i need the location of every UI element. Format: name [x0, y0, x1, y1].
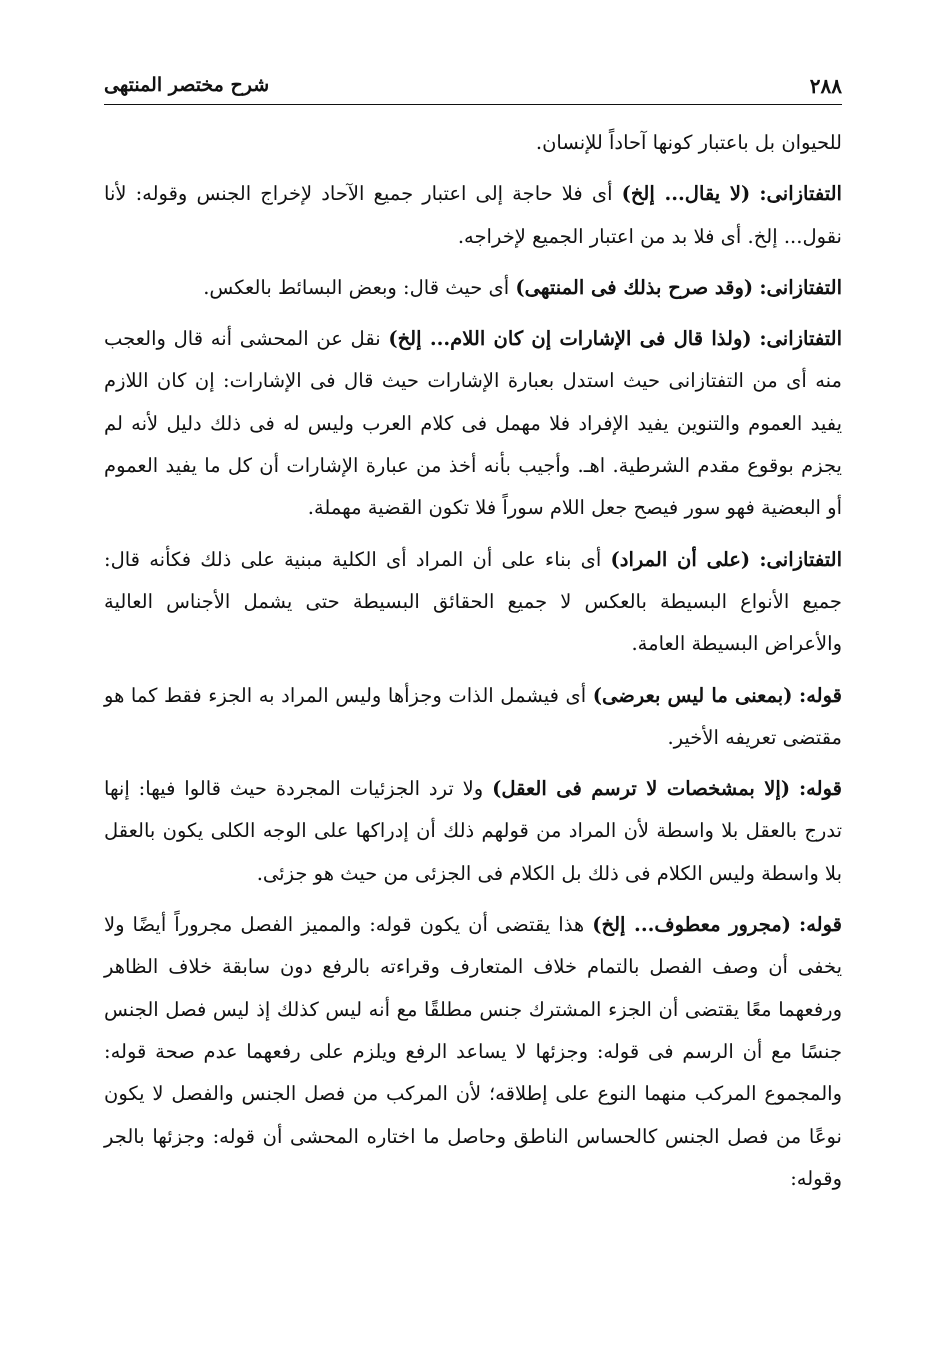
paragraph-text: أى حيث قال: وبعض البسائط بالعكس. [203, 275, 510, 299]
quoted-phrase: (إلا بمشخصات لا ترسم فى العقل) [492, 777, 791, 801]
paragraph [104, 318, 842, 529]
paragraph-lead: التفتازانى: [759, 275, 842, 299]
quoted-phrase: (مجرور معطوف... إلخ) [592, 913, 791, 937]
paragraph-text: أى فيشمل الذات وجزأها وليس المراد به الجزء فقط كما هو مقتضى تعريفه الأخير. [104, 683, 842, 749]
paragraph [104, 122, 842, 164]
paragraph-text: ولا ترد الجزئيات المجردة حيث قالوا فيها: إنها تدرج بالعقل بلا واسطة لأن المراد من قولهم ذلك أن إدراكها على الوجه الكلى يكون بالعقل بلا واسطة وليس الكلام فى ذلك بل الكلام فى الجزئى من حيث هو جزئى. [104, 777, 842, 885]
paragraph [104, 768, 842, 895]
paragraph-text: للحيوان بل باعتبار كونها آحاداً للإنسان. [535, 131, 842, 154]
paragraph-lead: التفتازانى: [759, 182, 842, 206]
paragraph [104, 267, 842, 309]
paragraph-lead: قوله: [798, 777, 842, 801]
paragraph [104, 173, 842, 258]
quoted-phrase: (ولذا قال فى الإشارات إن كان اللام... إلخ) [388, 327, 752, 351]
header-rule [104, 104, 842, 105]
running-title: شرح مختصر المنتهى [104, 74, 270, 96]
paragraph-text: هذا يقتضى أن يكون قوله: والمميز الفصل مجروراً أيضًا ولا يخفى أن وصف الفصل بالتمام خلاف المتعارف وقراءته بالرفع دون سابقة خلاف الظاهر ورفعهما معًا يقتضى أن الجزء المشترك جنس مطلقًا مع أنه ليس كذلك إذ ليس فصل الجنس جنسًا مع أن الرسم فى قوله: وجزئها لا يساعد الرفع ويلزم على رفعهما عدم صحة قوله: والمجموع المركب منهما النوع على إطلاقه؛ لأن المركب من فصل الجنس والفصل لا يكون نوعًا من فصل الجنس كالحساس الناطق وحاصل ما اختاره المحشى أن قوله: وجزئها بالجر وقوله: [104, 913, 842, 1190]
page-header [104, 74, 842, 102]
page-number: ٢٨٨ [809, 74, 842, 98]
paragraph [104, 675, 842, 760]
quoted-phrase: (على أن المراد) [610, 547, 751, 571]
page-body [104, 122, 842, 1209]
quoted-phrase: (لا يقال... إلخ) [621, 182, 751, 206]
paragraph-lead: قوله: [799, 913, 842, 937]
paragraph-text: أى بناء على أن المراد أى الكلية مبنية على ذلك فكأنه قال: جميع الأنواع البسيطة بالعكس لا جميع الحقائق البسيطة حتى يشمل الأجناس العالية والأعراض البسيطة العامة. [104, 547, 842, 656]
paragraph-lead: التفتازانى: [759, 327, 842, 351]
paragraph-text: نقل عن المحشى أنه قال والعجب منه أى من التفتازانى حيث استدل بعبارة الإشارات حيث قال فى الإشارات: إن كان اللازم يفيد العموم والتنوين يفيد الإفراد فلا مهمل فى كلام العرب وليس له فى ذلك دليل لأنه لم يجزم بوقوع مقدم الشرطية. اهـ. وأجيب بأنه أخذ من عبارة الإشارات أن كل ما يفيد العموم أو البعضية فهو سور فيصح جعل اللام سوراً فلا تكون القضية مهملة. [104, 327, 842, 520]
paragraph [104, 904, 842, 1200]
paragraph-lead: قوله: [799, 683, 843, 707]
paragraph [104, 539, 842, 666]
quoted-phrase: (بمعنى ما ليس بعرضى) [592, 683, 793, 707]
quoted-phrase: (وقد صرح بذلك فى المنتهى) [515, 275, 754, 299]
paragraph-text: أى فلا حاجة إلى اعتبار جميع الآحاد لإخراج الجنس وقوله: لأنا نقول... إلخ. أى فلا بد من اعتبار الجميع لإخراجه. [104, 182, 842, 248]
paragraph-lead: التفتازانى: [759, 547, 842, 571]
